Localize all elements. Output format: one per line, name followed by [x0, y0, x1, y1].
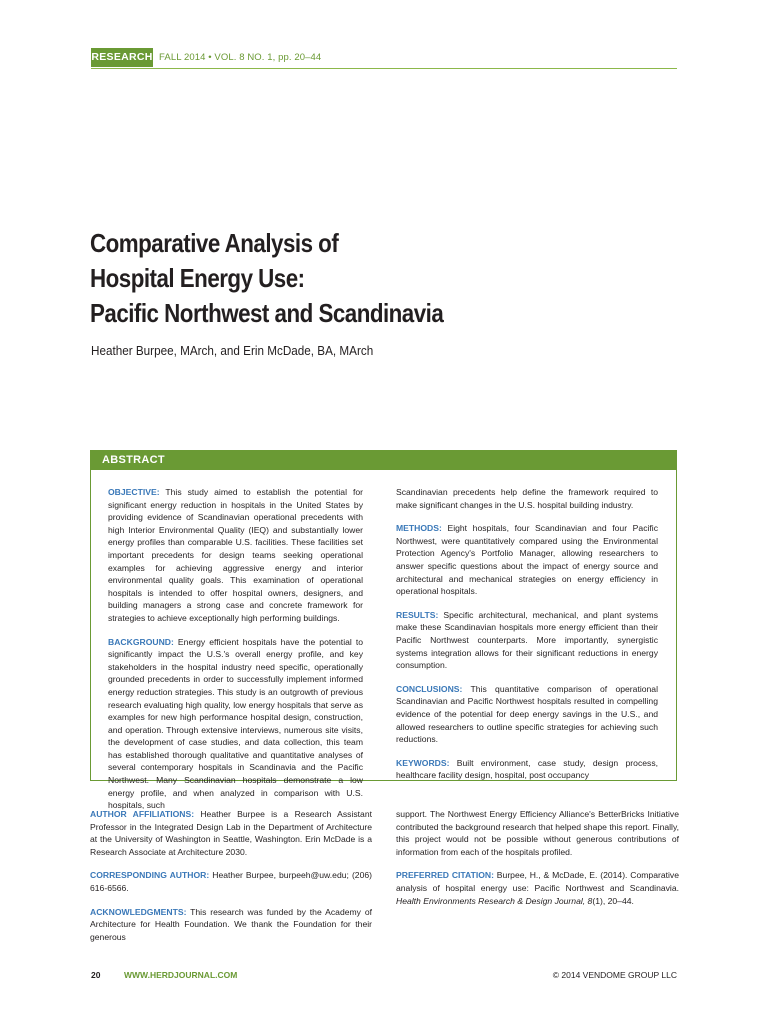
abstract-box	[90, 450, 677, 811]
front-matter-right	[396, 808, 679, 918]
objective-label: OBJECTIVE:	[108, 487, 160, 497]
objective-text: This study aimed to establish the potential for significant energy reduction in hospitals in the United States by providing evidence of Scandinavian operational precedents with high Interior Environmental Quality (IEQ) and substantially lower energy profiles than comparable U.S. facilities. These facilities set important precedents for design teams seeking operational examples for achieving aggressive energy and interior environmental quality goals. This examination of operational hospitals is intended to offer hospital owners, designers, and building managers a strong case and concrete framework for strategies to achieve exceptionally high performing buildings.	[108, 487, 363, 623]
title-line: Pacific Northwest and Scandinavia	[90, 298, 444, 328]
affiliations-paragraph	[90, 808, 372, 858]
title-line: Hospital Energy Use:	[90, 263, 305, 293]
background-continuation: Scandinavian precedents help define the framework required to make significant changes in the U.S. hospital building industry.	[396, 487, 658, 510]
corresponding-label: CORRESPONDING AUTHOR:	[90, 870, 210, 881]
acknowledgments-continuation: support. The Northwest Energy Efficiency Alliance's BetterBricks Initiative contributed the background research that helped shape this report. Finally, this project would not be possible without generous contributions of information from each of the hospitals profiled.	[396, 809, 679, 857]
title-line: Comparative Analysis of	[90, 228, 339, 258]
methods-paragraph	[396, 522, 658, 598]
conclusions-label: CONCLUSIONS:	[396, 683, 463, 694]
section-tag: RESEARCH	[91, 48, 153, 67]
author-line: Heather Burpee, MArch, and Erin McDade, BA, MArch	[91, 343, 374, 358]
page-footer	[91, 968, 677, 982]
background-label: BACKGROUND:	[108, 636, 174, 647]
methods-text: Eight hospitals, four Scandinavian and four Pacific Northwest, were quantitatively compared using the Environmental Protection Agency's Portfolio Manager, allowing researchers to answer specific questions about the impact of energy source and architectural and mechanical strategies on energy efficiency in operational hospitals.	[396, 523, 658, 597]
results-label: RESULTS:	[396, 609, 439, 620]
results-paragraph	[396, 609, 658, 672]
issue-info: FALL 2014 • VOL. 8 NO. 1, pp. 20–44	[159, 52, 322, 63]
running-header	[91, 48, 677, 69]
abstract-heading: ABSTRACT	[91, 451, 676, 470]
keywords-paragraph	[396, 757, 658, 782]
affiliations-label: AUTHOR AFFILIATIONS:	[90, 809, 195, 819]
citation-label: PREFERRED CITATION:	[396, 870, 494, 881]
conclusions-text: This quantitative comparison of operational Scandinavian and Pacific Northwest hospitals resulted in compelling evidence of the potential for deep energy savings in the U.S., and allowed researchers to outline specific strategies for achieving such reductions.	[396, 683, 658, 745]
acknowledgments-label: ACKNOWLEDGMENTS:	[90, 906, 187, 917]
copyright-notice: © 2014 VENDOME GROUP LLC	[552, 970, 677, 980]
citation-issue: (1), 20–44.	[592, 895, 634, 906]
article-title	[90, 226, 572, 331]
acknowledgments-text: This research was funded by the Academy of Architecture for Health Foundation. We thank the Foundation for their generous	[90, 906, 372, 942]
citation-text: Burpee, H., & McDade, E. (2014). Comparative analysis of hospital energy use: Pacific Northwest and Scandinavia.	[396, 870, 679, 893]
journal-url-link[interactable]: WWW.HERDJOURNAL.COM	[124, 970, 238, 980]
keywords-label: KEYWORDS:	[396, 757, 450, 768]
methods-label: METHODS:	[396, 523, 442, 534]
citation-paragraph	[396, 869, 679, 907]
front-matter-left	[90, 808, 372, 954]
objective-paragraph	[108, 486, 363, 625]
citation-journal: Health Environments Research & Design Journal, 8	[396, 895, 593, 906]
conclusions-paragraph	[396, 683, 658, 746]
abstract-column-left	[108, 486, 363, 823]
acknowledgments-paragraph	[90, 906, 372, 944]
background-text: Energy efficient hospitals have the potential to significantly impact the U.S.'s overall energy profile, and key stakeholders in the hospital industry need specific, operationally grounded precedents in order to successfully implement informed energy reduction strategies. This study is an outgrowth of previous research evaluating high quality, low energy hospitals that serve as examples for new high performance hospital design, construction, and operation. Through extensive interviews, numerous site visits, the development of case studies, and data collection, this team has established thorough qualitative and quantitative analyses of several contemporary hospitals in Scandinavia and the Pacific Northwest. Many Scandinavian hospitals demonstrate a low energy profile, and when analyzed in comparison with U.S. hospitals, such	[108, 636, 363, 811]
results-text: Specific architectural, mechanical, and plant systems make these Scandinavian hospitals more energy efficient than their Pacific Northwest counterparts. More importantly, synergistic systems integration allows for their significant reductions in energy consumption.	[396, 609, 658, 671]
background-paragraph	[108, 636, 363, 812]
corresponding-paragraph	[90, 869, 372, 894]
keywords-text: Built environment, case study, design process, healthcare facility design, hospital, post occupancy	[396, 757, 658, 781]
abstract-column-right	[396, 486, 658, 793]
affiliations-text: Heather Burpee is a Research Assistant Professor in the Integrated Design Lab in the Department of Architecture at the University of Washington in Seattle, Washington. Erin McDade is a Research Associate at Architecture 2030.	[90, 809, 372, 857]
page-number: 20	[91, 970, 101, 980]
corresponding-text: Heather Burpee, burpeeh@uw.edu; (206) 616-6566.	[90, 870, 373, 893]
